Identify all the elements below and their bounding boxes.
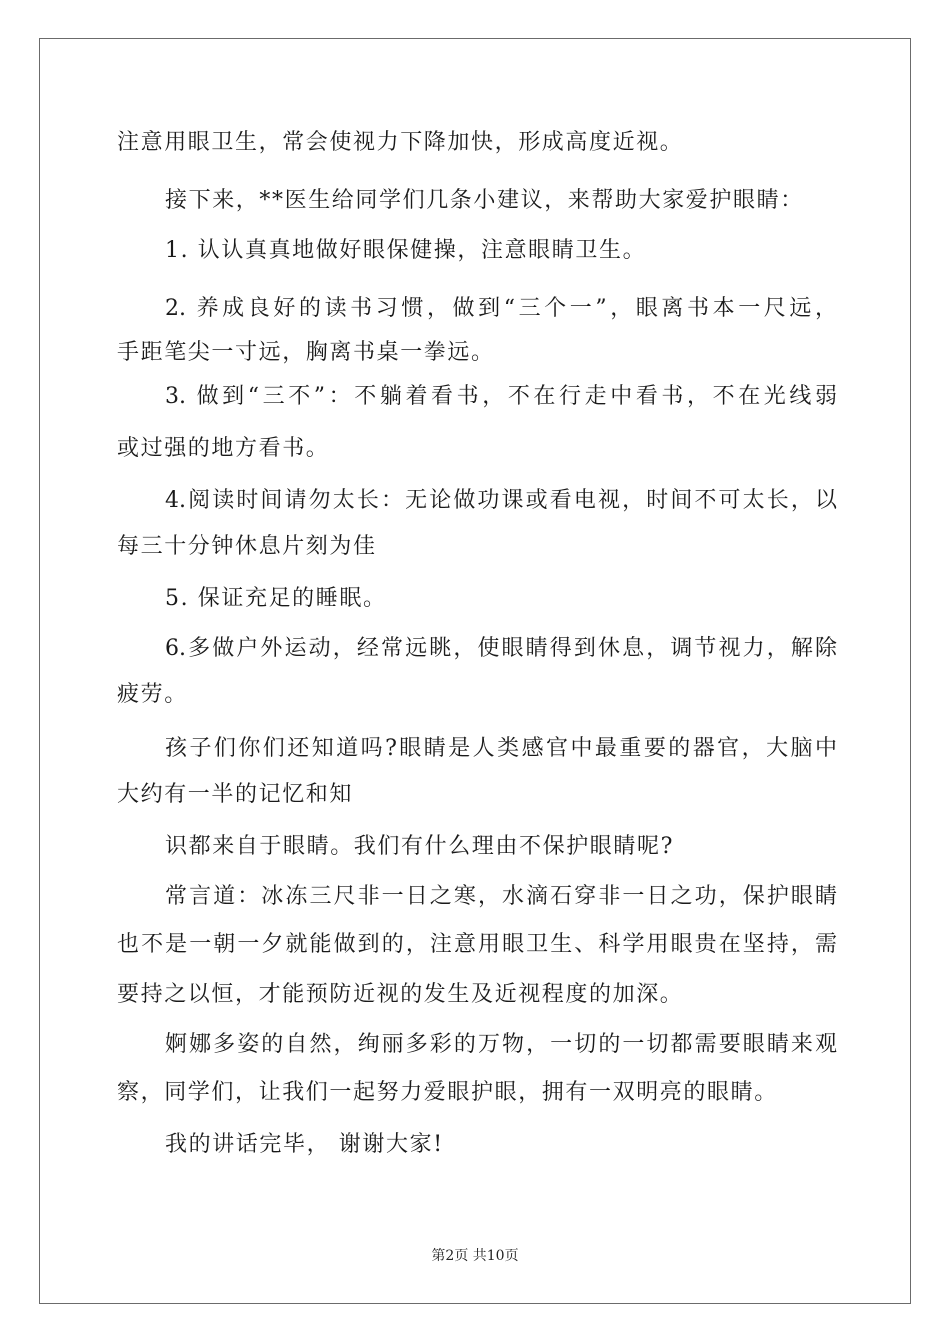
text-line: 每三十分钟休息片刻为佳 (117, 534, 377, 559)
text-line: 或过强的地方看书。 (117, 436, 330, 461)
text-line: 我的讲话完毕， 谢谢大家! (165, 1132, 444, 1157)
text-line: 识都来自于眼睛。我们有什么理由不保护眼睛呢? (165, 834, 674, 859)
list-item: 5. 保证充足的睡眠。 (165, 586, 387, 611)
text-line: 察，同学们，让我们一起努力爱眼护眼，拥有一双明亮的眼睛。 (117, 1080, 778, 1105)
page-border (39, 38, 911, 1304)
text-line: 接下来，**医生给同学们几条小建议，来帮助大家爱护眼睛： (165, 188, 804, 213)
text-line: 也不是一朝一夕就能做到的，注意用眼卫生、科学用眼贵在坚持，需 (117, 932, 837, 957)
text-line: 孩子们你们还知道吗?眼睛是人类感官中最重要的器官，大脑中 (165, 736, 837, 761)
text-line: 要持之以恒，才能预防近视的发生及近视程度的加深。 (117, 982, 684, 1007)
list-item: 2. 养成良好的读书习惯，做到“三个一”，眼离书本一尺远， (165, 296, 837, 321)
text-line: 婀娜多姿的自然，绚丽多彩的万物，一切的一切都需要眼睛来观 (165, 1032, 837, 1057)
text-line: 大约有一半的记忆和知 (117, 782, 354, 807)
list-item: 3. 做到“三不”：不躺着看书，不在行走中看书，不在光线弱 (165, 384, 837, 409)
text-line: 注意用眼卫生，常会使视力下降加快，形成高度近视。 (117, 130, 684, 155)
list-item: 4.阅读时间请勿太长：无论做功课或看电视，时间不可太长，以 (165, 488, 837, 513)
page-number: 第2页 共10页 (431, 1248, 519, 1264)
text-line: 常言道：冰冻三尺非一日之寒，水滴石穿非一日之功，保护眼睛 (165, 884, 837, 909)
list-item: 6.多做户外运动，经常远眺，使眼睛得到休息，调节视力，解除 (165, 636, 837, 661)
text-line: 手距笔尖一寸远，胸离书桌一拳远。 (117, 340, 495, 365)
list-item: 1. 认认真真地做好眼保健操，注意眼睛卫生。 (165, 238, 647, 263)
text-line: 疲劳。 (117, 682, 188, 707)
